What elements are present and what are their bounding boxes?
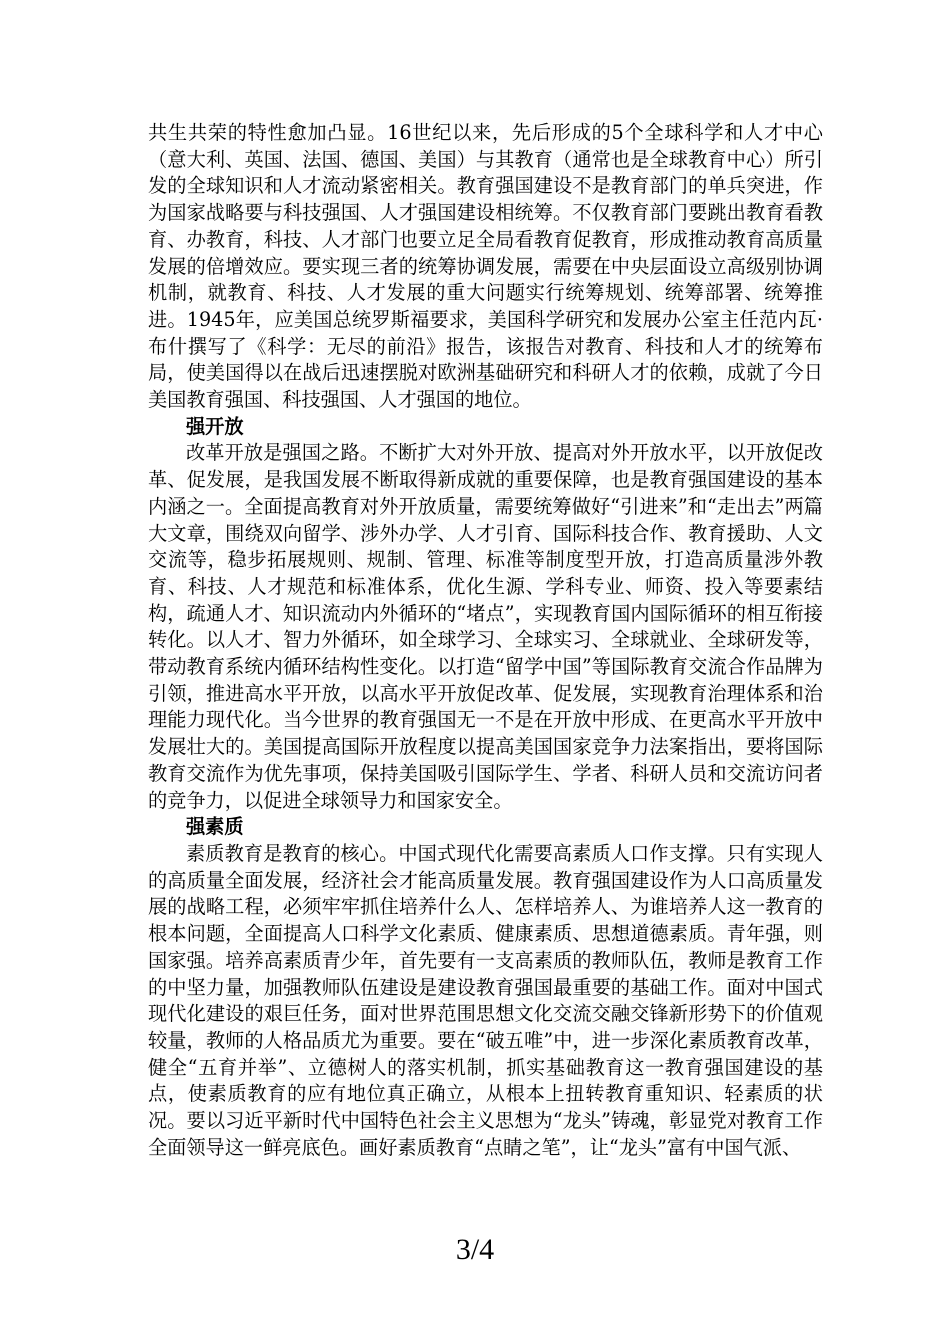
paragraph-quality: 素质教育是教育的核心。中国式现代化需要高素质人口作支撑。只有实现人的高质量全面发展，经济社会才能高质量发展。教育强国建设作为人口高质量发展的战略工程，必须牢牢抓住培养什么人、怎样培养人、为谁培养人这一教育的根本问题，全面提高人口科学文化素质、健康素质、思想道德素质。青年强，则国家强。培养高素质青少年，首先要有一支高素质的教师队伍，教师是教育工作的中坚力量，加强教师队伍建设是建设教育强国最重要的基础工作。面对中国式现代化建设的艰巨任务，面对世界范围思想文化交流交融交锋新形势下的价值观较量，教师的人格品质尤为重要。要在“破五唯”中，进一步深化素质教育改革，健全“五育并举”、立德树人的落实机制，抓实基础教育这一教育强国建设的基点，使素质教育的应有地位真正确立，从根本上扭转教育重知识、轻素质的状况。要以习近平新时代中国特色社会主义思想为“龙头”铸魂，彰显党对教育工作全面领导这一鲜亮底色。画好素质教育“点睛之笔”，让“龙头”富有中国气派、	[148, 841, 823, 1159]
page-number: 3/4	[455, 1233, 495, 1266]
paragraph-openness: 改革开放是强国之路。不断扩大对外开放、提高对外开放水平，以开放促改革、促发展，是我国发展不断取得新成就的重要保障，也是教育强国建设的基本内涵之一。全面提高教育对外开放质量，需要统筹做好“引进来”和“走出去”两篇大文章，围绕双向留学、涉外办学、人才引育、国际科技合作、教育援助、人文交流等，稳步拓展规则、规制、管理、标准等制度型开放，打造高质量涉外教育、科技、人才规范和标准体系，优化生源、学科专业、师资、投入等要素结构，疏通人才、知识流动内外循环的“堵点”，实现教育国内国际循环的相互衔接转化。以人才、智力外循环，如全球学习、全球实习、全球就业、全球研发等，带动教育系统内循环结构性变化。以打造“留学中国”等国际教育交流合作品牌为引领，推进高水平开放，以高水平开放促改革、促发展，实现教育治理体系和治理能力现代化。当今世界的教育强国无一不是在开放中形成、在更高水平开放中发展壮大的。美国提高国际开放程度以提高美国国家竞争力法案指出，要将国际教育交流作为优先事项，保持美国吸引国际学生、学者、科研人员和交流访问者的竞争力，以促进全球领导力和国家安全。	[148, 441, 823, 812]
paragraph-coordination: 共生共荣的特性愈加凸显。16世纪以来，先后形成的5个全球科学和人才中心（意大利、英国、法国、德国、美国）与其教育（通常也是全球教育中心）所引发的全球知识和人才流动紧密相关。教育强国建设不是教育部门的单兵突进，作为国家战略要与科技强国、人才强国建设相统筹。不仅教育部门要跳出教育看教育、办教育，科技、人才部门也要立足全局看教育促教育，形成推动教育高质量发展的倍增效应。要实现三者的统筹协调发展，需要在中央层面设立高级别协调机制，就教育、科技、人才发展的重大问题实行统筹规划、统筹部署、统筹推进。1945年，应美国总统罗斯福要求，美国科学研究和发展办公室主任范内瓦·布什撰写了《科学：无尽的前沿》报告，该报告对教育、科技和人才的统筹布局，使美国得以在战后迅速摆脱对欧洲基础研究和科研人才的依赖，成就了今日美国教育强国、科技强国、人才强国的地位。	[148, 121, 823, 412]
section-heading-quality: 强素质	[186, 815, 244, 839]
section-heading-openness: 强开放	[186, 414, 244, 438]
document-body	[148, 120, 823, 1161]
